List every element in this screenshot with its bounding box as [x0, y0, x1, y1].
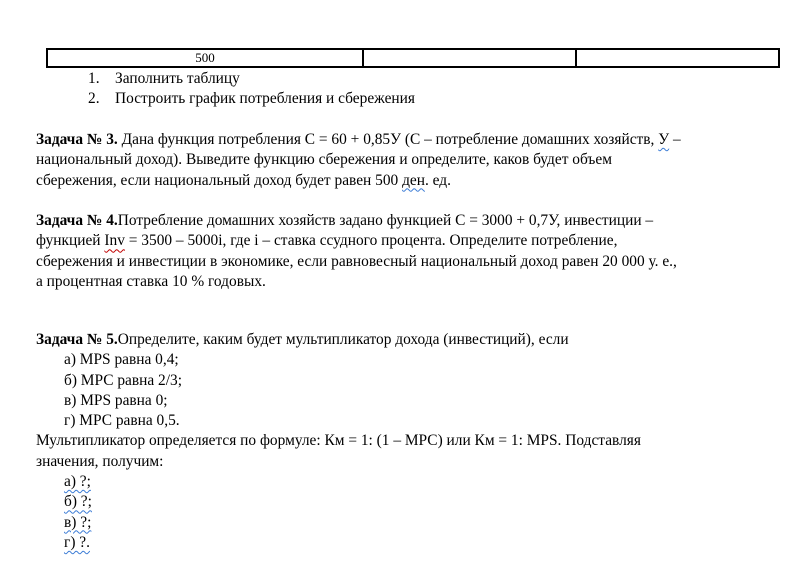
- list-number: 2.: [88, 90, 100, 108]
- formula-text: значения, получим:: [36, 452, 164, 470]
- table-row: [47, 49, 779, 67]
- table-cell: [363, 49, 576, 67]
- list-item: в) MPS равна 0;: [64, 391, 168, 409]
- answer-item: б) ?;: [64, 493, 92, 511]
- task-5-title: Задача № 5.: [36, 331, 118, 348]
- list-item: [88, 69, 415, 89]
- task-4-paragraph: Задача № 4.Потребление домашних хозяйств задано функцией С = 3000 + 0,7У, инвестиции – функцией Inv = 3500 – 5000i, где i – ставка ссудного процента. Определите потребление, сбережения и инвестиции в экономике, если равновесный национальный доход равен 20 000 у. е., а процентная ставка 10 % годовых.: [36, 212, 677, 290]
- task-4-title: Задача № 4.: [36, 212, 118, 229]
- list-item: б) МРС равна 2/3;: [64, 371, 182, 389]
- list-item: г) МРС равна 0,5.: [64, 412, 180, 430]
- list-text: Построить график потребления и сбережения: [115, 90, 415, 108]
- list-number: 1.: [88, 70, 100, 87]
- answer-item: а) ?;: [64, 473, 91, 491]
- data-table: [46, 48, 780, 68]
- list-text: Заполнить таблицу: [115, 70, 240, 87]
- list-item: а) MPS равна 0,4;: [64, 351, 179, 369]
- task-3-title: Задача № 3.: [36, 131, 118, 148]
- answer-item: в) ?;: [64, 513, 92, 531]
- formula-text: Мультипликатор определяется по формуле: Км = 1: (1 – МРС) или Км = 1: MPS. Подставляя: [36, 432, 641, 450]
- list-item: [88, 89, 415, 109]
- numbered-list: [88, 69, 415, 110]
- table-cell: 500: [47, 49, 363, 67]
- table-cell: [576, 49, 779, 67]
- answer-item: г) ?.: [64, 533, 90, 551]
- task-3-paragraph: Задача № 3. Дана функция потребления С = 60 + 0,85У (С – потребление домашних хозяйств, У – национальный доход). Выведите функцию сбережения и определите, каков будет объем сбережения, если национальный доход будет равен 500 ден. ед.: [36, 131, 681, 189]
- task-5-paragraph: Задача № 5.Определите, каким будет мультипликатор дохода (инвестиций), если а) MPS равна 0,4; б) МРС равна 2/3; в) MPS равна 0; г) МРС равна 0,5. Мультипликатор определяется по формуле: Км = 1: (1 – МРС) или Км = 1: MPS. Подставляя значения, получим: а) ?; б) ?; в) ?; г) ?.: [36, 330, 792, 553]
